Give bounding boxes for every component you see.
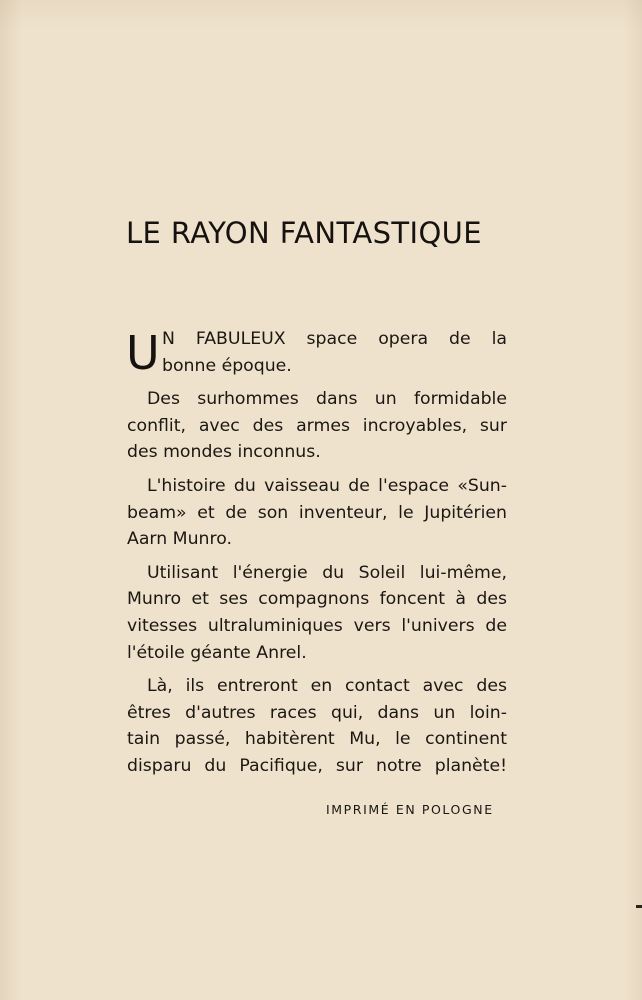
text-line: Utilisant l'énergie du Soleil lui-même, bbox=[147, 562, 507, 583]
text-line: des mondes inconnus. bbox=[127, 442, 321, 463]
text-line: disparu du Pacifique, sur notre planète! bbox=[127, 755, 507, 776]
text-line: Aarn Munro. bbox=[127, 529, 232, 550]
paragraph-4 bbox=[127, 560, 507, 666]
edge-mark bbox=[636, 905, 642, 908]
paragraph-5 bbox=[127, 673, 507, 779]
text-line: L'histoire du vaisseau de l'espace «Sun- bbox=[147, 475, 507, 496]
text-line: Munro et ses compagnons foncent à des bbox=[127, 589, 507, 610]
text-line: l'étoile géante Anrel. bbox=[127, 642, 307, 663]
text-line: conflit, avec des armes incroyables, sur bbox=[127, 415, 507, 436]
blurb-text bbox=[127, 326, 507, 780]
imprint-notice: IMPRIMÉ EN POLOGNE bbox=[326, 802, 494, 817]
text-line: beam» et de son inventeur, le Jupitérien bbox=[127, 502, 507, 523]
text-line: vitesses ultraluminiques vers l'univers de bbox=[127, 615, 507, 636]
text-line: bonne époque. bbox=[162, 355, 292, 376]
drop-cap: U bbox=[126, 326, 160, 380]
text-line: êtres d'autres races qui, dans un loin- bbox=[127, 702, 507, 723]
text-line: Des surhommes dans un formidable bbox=[147, 389, 507, 410]
paragraph-2 bbox=[127, 386, 507, 466]
paragraph-3 bbox=[127, 473, 507, 553]
text-line: tain passé, habitèrent Mu, le continent bbox=[127, 729, 507, 750]
text-line: N FABULEUX space opera de la bbox=[162, 329, 507, 349]
text-line: Là, ils entreront en contact avec des bbox=[147, 676, 507, 697]
page-title: LE RAYON FANTASTIQUE bbox=[126, 216, 483, 250]
paragraph-1 bbox=[127, 326, 507, 379]
